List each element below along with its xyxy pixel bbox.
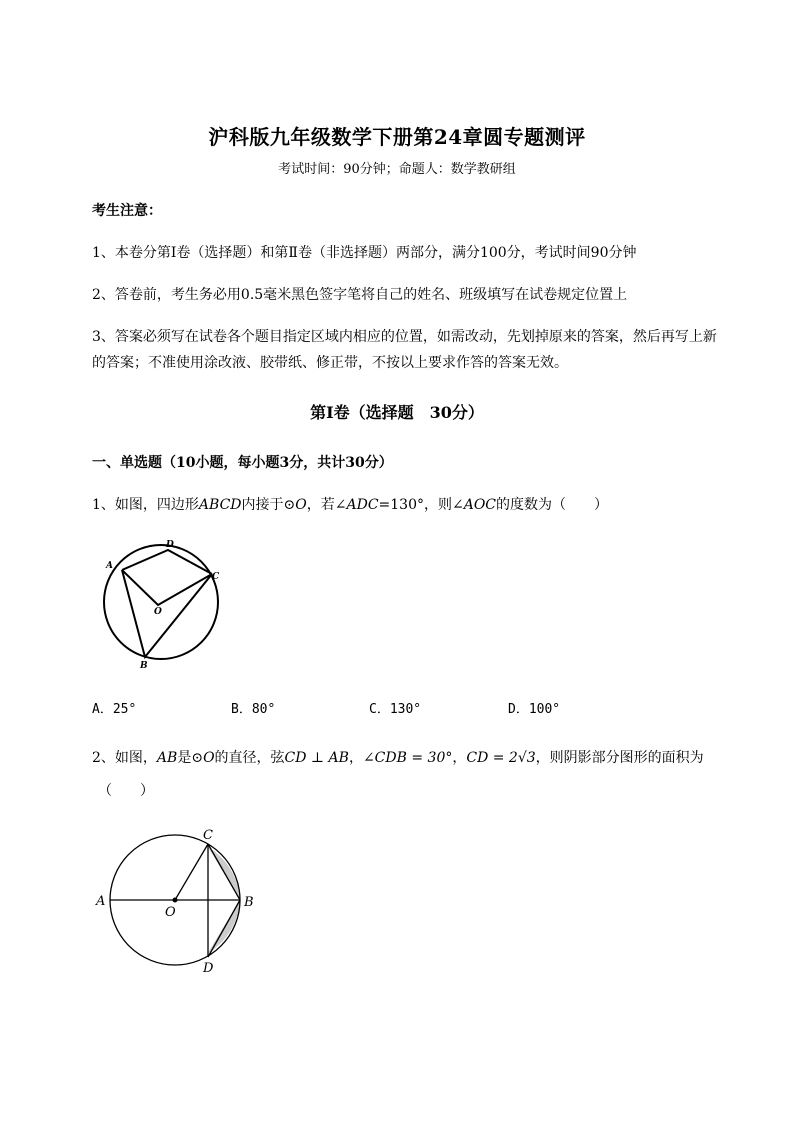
q1-suffix: 的度数为（ ）	[496, 497, 609, 513]
q2-mid1: 是⊙	[177, 750, 204, 766]
q2-mid4: ，	[452, 750, 467, 766]
q2-mid3: ，	[348, 750, 363, 766]
q1-aoc: AOC	[463, 497, 497, 513]
q1-label-d: D	[166, 540, 174, 550]
q2-mid2: 的直径，弦	[214, 750, 285, 766]
part-heading: 一、单选题（10小题，每小题3分，共计30分）	[92, 455, 393, 471]
q1-radii	[122, 570, 212, 605]
q2-cd-len: CD = 2√3	[466, 750, 536, 766]
q1-label-o: O	[154, 607, 162, 617]
q2-label-b: B	[244, 895, 254, 910]
q2-label-o: O	[165, 905, 176, 920]
note-item-1: 1、本卷分第I卷（选择题）和第Ⅱ卷（非选择题）两部分，满分100分，考试时间90分钟	[92, 245, 637, 261]
q2-answer-paren: （ ）	[98, 783, 154, 799]
q2-radius-oc	[175, 844, 208, 900]
q2-label-c: C	[203, 828, 213, 843]
q1-mid1: 内接于⊙	[241, 497, 296, 513]
q1-prefix: 1、如图，四边形	[92, 497, 199, 513]
question-1-text	[92, 494, 608, 514]
q2-prefix: 2、如图，	[92, 750, 157, 766]
q2-o: O	[203, 750, 215, 766]
q1-mid3: =130°，则∠	[378, 497, 464, 513]
q1-adc: ADC	[346, 497, 379, 513]
note-item-3-cont: 的答案；不准使用涂改液、胶带纸、修正带，不按以上要求作答的答案无效。	[92, 355, 568, 371]
notes-heading: 考生注意：	[92, 203, 162, 219]
q2-label-d: D	[203, 961, 214, 976]
q1-option-c[interactable]: C．130°	[369, 702, 422, 717]
exam-info: 考试时间：90分钟；命题人：数学教研组	[278, 162, 516, 177]
q1-chords-adc	[122, 550, 212, 574]
q1-option-a[interactable]: A．25°	[92, 702, 137, 717]
q1-label-a: A	[106, 561, 113, 571]
q2-figure	[90, 820, 270, 980]
q2-center-dot	[173, 898, 178, 903]
q1-option-b[interactable]: B．80°	[231, 702, 276, 717]
q1-circle	[104, 545, 218, 659]
q2-suffix: ，则阴影部分图形的面积为	[535, 750, 704, 766]
q1-o: O	[295, 497, 307, 513]
q1-option-d[interactable]: D．100°	[508, 702, 561, 717]
q2-angle: ∠CDB = 30°	[362, 750, 453, 766]
q2-label-a: A	[96, 894, 106, 909]
note-item-2: 2、答卷前，考生务必用0.5毫米黑色签字笔将自己的姓名、班级填写在试卷规定位置上	[92, 287, 628, 303]
q2-ab: AB	[156, 750, 178, 766]
q1-figure	[95, 530, 235, 675]
q1-abcd: ABCD	[198, 497, 242, 513]
q2-cd-perp: CD ⊥ AB	[284, 750, 349, 766]
section-title: 第I卷（选择题 30分）	[310, 403, 484, 422]
q1-label-c: C	[212, 572, 220, 582]
q1-mid2: ，若∠	[306, 497, 347, 513]
q1-label-b: B	[140, 661, 148, 671]
page-title: 沪科版九年级数学下册第24章圆专题测评	[208, 125, 586, 149]
question-2-text	[92, 747, 704, 767]
note-item-3: 3、答案必须写在试卷各个题目指定区域内相应的位置，如需改动，先划掉原来的答案，然后再写上新	[92, 329, 717, 345]
